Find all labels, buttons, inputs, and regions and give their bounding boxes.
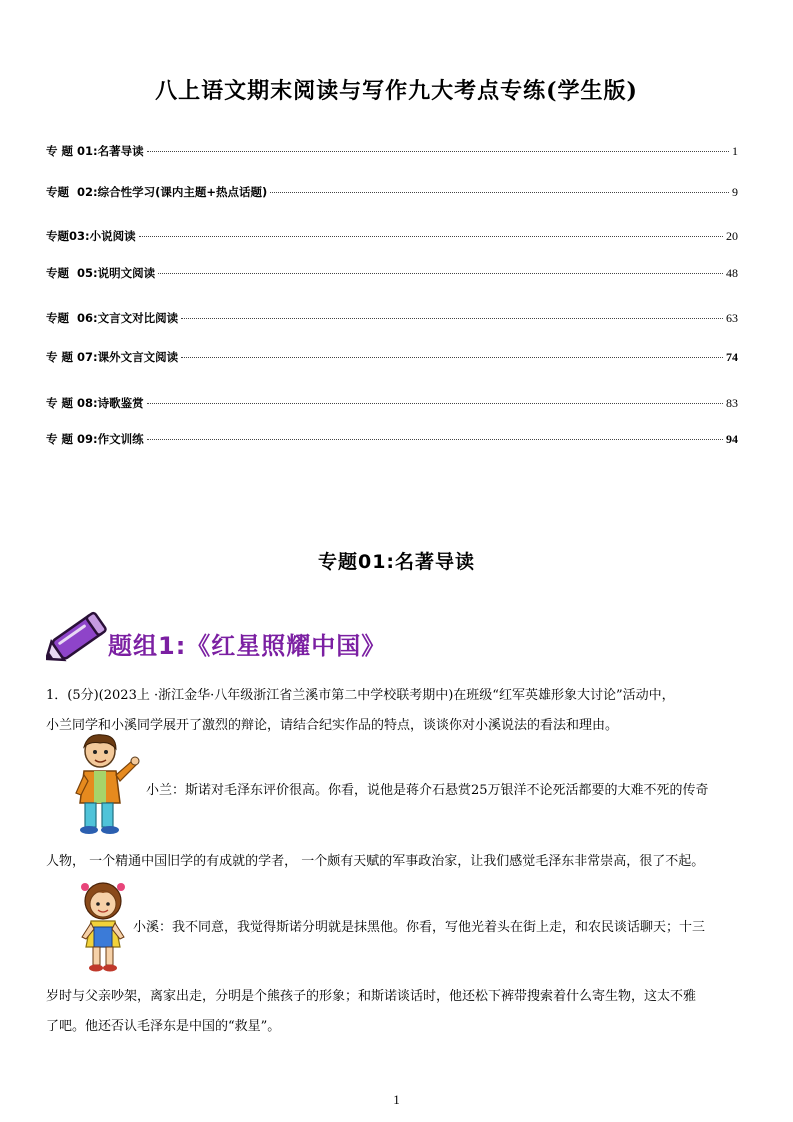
girl-cartoon-icon: [74, 877, 132, 975]
toc-leader: [270, 192, 729, 193]
toc-leader: [147, 439, 723, 440]
toc-label: 专 题 01:名著导读: [46, 144, 144, 158]
toc-entry-07[interactable]: [46, 349, 738, 365]
toc-label: 专 题 09:作文训练: [46, 432, 144, 446]
xiaoxi-statement-line2: 岁时与父亲吵架，离家出走，分明是个熊孩子的形象；和斯诺谈话时，他还松下裤带搜索着什么寄生物，这太不雅: [46, 989, 697, 1004]
xiaoxi-statement-line3: 了吧。他还否认毛泽东是中国的“救星”。: [46, 1019, 281, 1034]
toc-entry-05[interactable]: [46, 265, 738, 281]
toc-page: 74: [726, 350, 738, 364]
toc-label: 专题 02:综合性学习(课内主题+热点话题): [46, 185, 268, 199]
question-text-line1: 1．(5分)(2023上 ·浙江金华·八年级浙江省兰溪市第二中学校联考期中)在班级“红军英雄形象大讨论”活动中，: [46, 688, 675, 703]
toc-page: 1: [732, 144, 738, 158]
xiaolan-statement-line1: 小兰：斯诺对毛泽东评价很高。你看，说他是蒋介石悬赏25万银洋不论死活都要的大难不死的传奇: [146, 783, 709, 798]
toc-leader: [139, 236, 723, 237]
toc-page: 63: [726, 311, 738, 325]
section-title: 专题01:名著导读: [317, 551, 476, 573]
toc-entry-01[interactable]: [46, 143, 738, 159]
toc-page: 20: [726, 229, 738, 243]
xiaolan-statement-line2: 人物， 一个精通中国旧学的有成就的学者， 一个颇有天赋的军事政治家，让我们感觉毛泽东非常崇高，很了不起。: [46, 854, 705, 869]
toc-leader: [147, 151, 729, 152]
toc-label: 专题 05:说明文阅读: [46, 266, 156, 280]
boy-cartoon-icon: [70, 731, 142, 837]
toc-page: 94: [726, 432, 738, 446]
group-heading: [46, 604, 446, 670]
toc-leader: [181, 357, 723, 358]
toc-label: 专 题 08:诗歌鉴赏: [46, 396, 144, 410]
toc-leader: [147, 403, 723, 404]
group-title: 题组1:《红星照耀中国》: [108, 632, 387, 660]
toc-label: 专题 06:文言文对比阅读: [46, 311, 179, 325]
toc-entry-09[interactable]: [46, 431, 738, 447]
toc-entry-03[interactable]: [46, 228, 738, 244]
toc-entry-02[interactable]: [46, 184, 738, 200]
toc-label: 专 题 07:课外文言文阅读: [46, 350, 179, 364]
toc-label: 专题03:小说阅读: [46, 229, 136, 243]
toc-leader: [181, 318, 723, 319]
toc-page: 83: [726, 396, 738, 410]
toc-entry-08[interactable]: [46, 395, 738, 411]
page-number: 1: [393, 1092, 400, 1107]
toc-page: 9: [732, 185, 738, 199]
xiaoxi-statement-line1: 小溪：我不同意，我觉得斯诺分明就是抹黑他。你看，写他光着头在街上走，和农民谈话聊天；十三: [133, 920, 706, 935]
toc-page: 48: [726, 266, 738, 280]
toc-leader: [158, 273, 723, 274]
pencil-icon: [46, 604, 116, 670]
toc-entry-06[interactable]: [46, 310, 738, 326]
question-text-line2: 小兰同学和小溪同学展开了激烈的辩论，请结合纪实作品的特点，谈谈你对小溪说法的看法和理由。: [46, 718, 619, 733]
document-title: 八上语文期末阅读与写作九大考点专练(学生版): [155, 78, 638, 104]
